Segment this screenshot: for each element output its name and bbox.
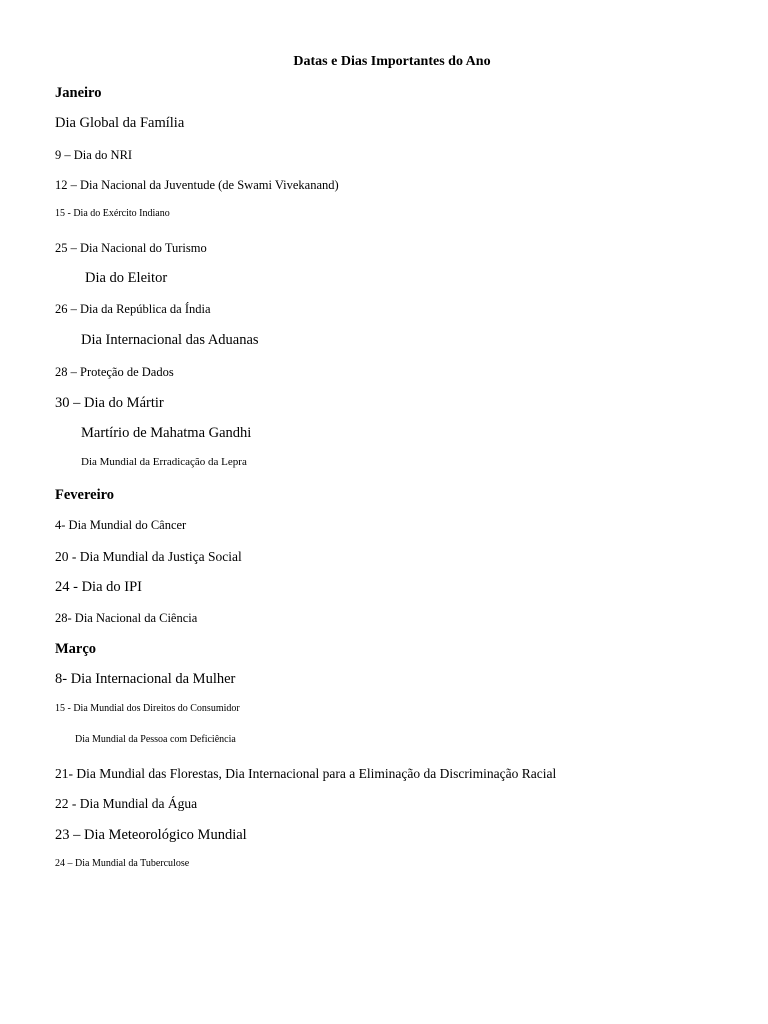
month-heading-janeiro: Janeiro [55,85,102,101]
document-title: Datas e Dias Importantes do Ano [293,54,491,69]
list-item: 12 – Dia Nacional da Juventude (de Swami Vivekanand) [55,178,339,192]
list-item: Dia Global da Família [55,115,185,131]
list-item: Martírio de Mahatma Gandhi [81,425,252,441]
list-item: 9 – Dia do NRI [55,148,133,162]
list-item: 25 – Dia Nacional do Turismo [55,241,207,255]
list-item: 24 – Dia Mundial da Tuberculose [55,858,190,869]
month-heading-marco: Março [55,641,97,657]
list-item: Dia Mundial da Pessoa com Deficiência [75,734,236,745]
list-item: 22 - Dia Mundial da Água [55,796,198,811]
list-item: 23 – Dia Meteorológico Mundial [55,827,247,843]
list-item: 28 – Proteção de Dados [55,365,174,379]
month-heading-fevereiro: Fevereiro [55,487,115,503]
list-item: Dia Internacional das Aduanas [81,332,259,348]
list-item: 24 - Dia do IPI [55,579,142,595]
list-item: 15 - Dia Mundial dos Direitos do Consumidor [55,703,240,714]
list-item: 26 – Dia da República da Índia [55,302,211,316]
list-item: 8- Dia Internacional da Mulher [55,671,236,687]
list-item: 21- Dia Mundial das Florestas, Dia Internacional para a Eliminação da Discriminação Racial [55,766,557,781]
list-item: 4- Dia Mundial do Câncer [55,518,187,532]
list-item: 30 – Dia do Mártir [55,395,164,411]
list-item: Dia Mundial da Erradicação da Lepra [81,456,247,468]
list-item: Dia do Eleitor [85,270,168,286]
list-item: 28- Dia Nacional da Ciência [55,611,198,625]
list-item: 20 - Dia Mundial da Justiça Social [55,549,242,564]
list-item: 15 - Dia do Exército Indiano [55,208,170,219]
